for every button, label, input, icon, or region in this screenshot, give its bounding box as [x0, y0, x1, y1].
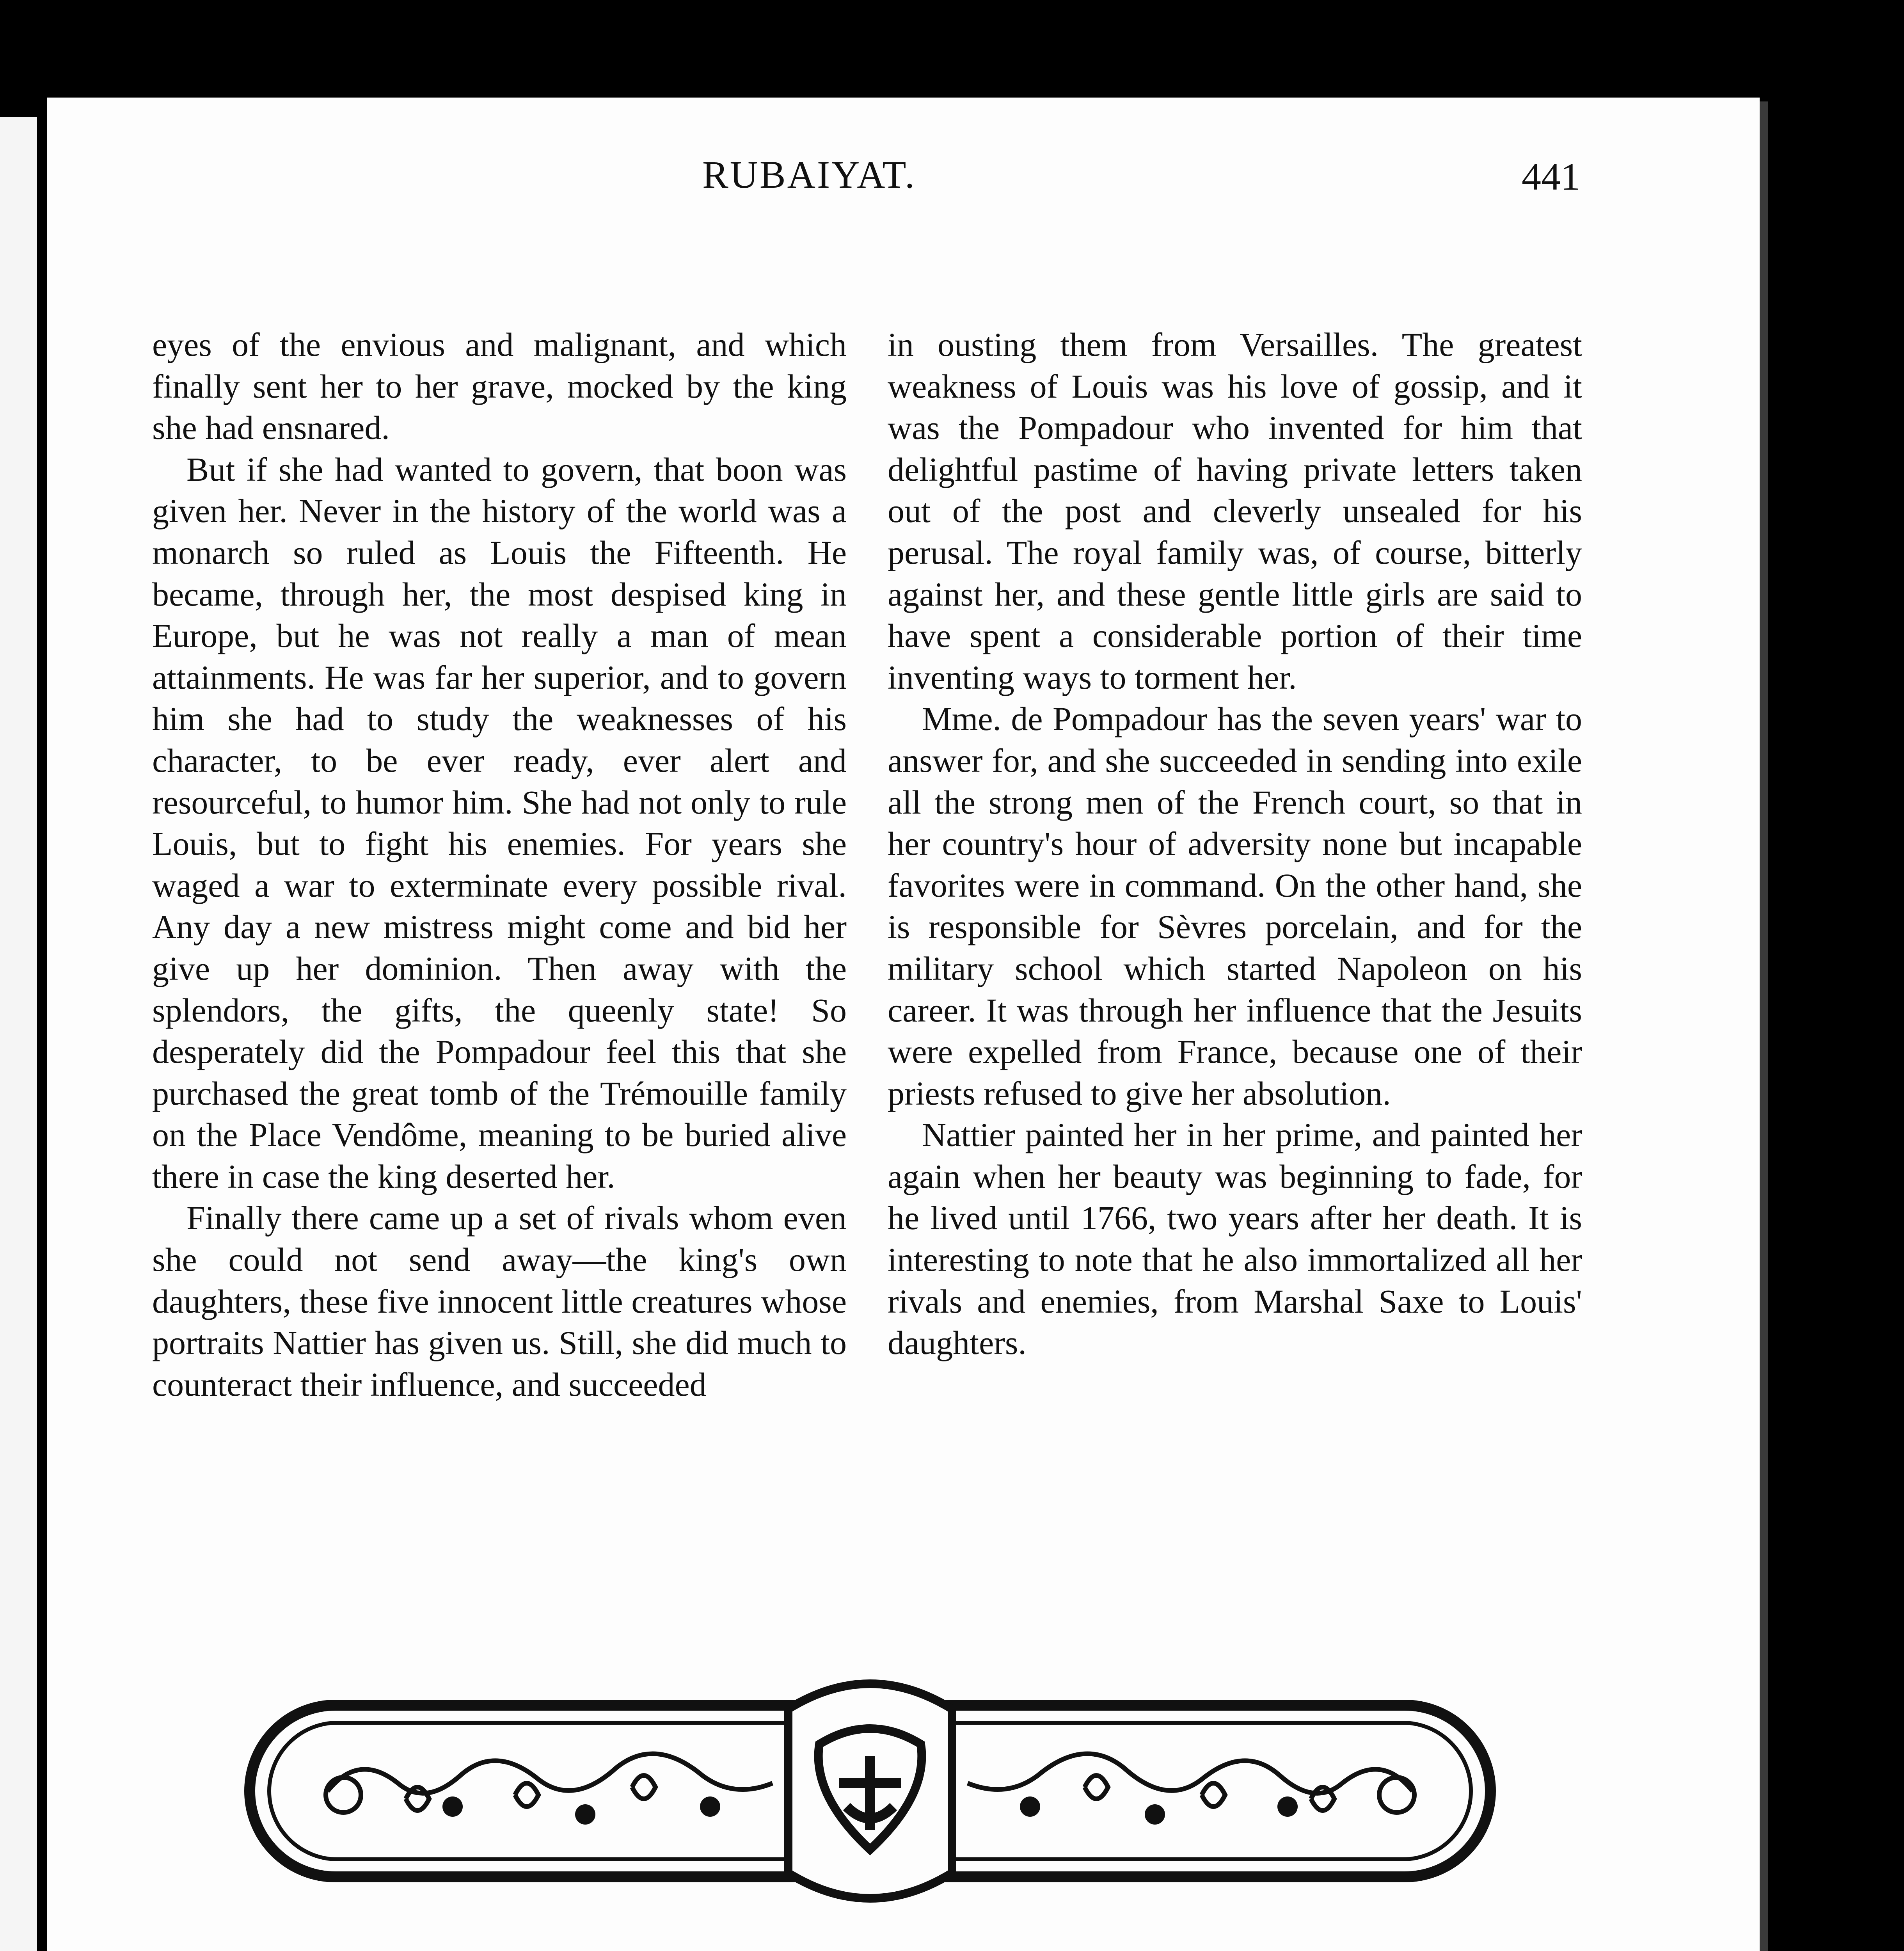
right-column	[888, 324, 1582, 1364]
paragraph: in ousting them from Versailles. The greatest weakness of Louis was his love of gossip, and it was the Pompadour who invented for him that delightful pastime of having private letters taken out of the post and cleverly unsealed for his perusal. The royal family was, of course, bitterly against her, and these gentle little girls are said to have spent a considerable portion of their time inventing ways to torment her.	[888, 326, 1582, 696]
facing-page-edge	[0, 117, 37, 1951]
paragraph: eyes of the envious and malignant, and which finally sent her to her grave, mocked by the king she had ensnared.	[152, 326, 847, 447]
paragraph: Mme. de Pompadour has the seven years' war to answer for, and she succeeded in sending into exile all the strong men of the French court, so that in her country's hour of adversity none but incapable favorites were in command. On the other hand, she is responsible for Sèvres porcelain, and for the military school which started Napoleon on his career. It was through her influence that the Jesuits were expelled from France, because one of their priests refused to give her absolution.	[888, 700, 1582, 1112]
paragraph: Nattier painted her in her prime, and painted her again when her beauty was beginning to fade, for he lived until 1766, two years after her death. It is interesting to note that he also immortalized all her rivals and enemies, from Marshal Saxe to Louis' daughters.	[888, 1116, 1582, 1362]
left-column	[152, 324, 847, 1405]
running-header: RUBAIYAT.	[702, 153, 916, 196]
decorative-ornament	[242, 1666, 1498, 1916]
paragraph: But if she had wanted to govern, that boon was given her. Never in the history of the world was a monarch so ruled as Louis the Fifteenth. He became, through her, the most despised king in Europe, but he was not really a man of mean attainments. He was far her superior, and to govern him she had to study the weaknesses of his character, to be ever ready, ever alert and resourceful, to humor him. She had not only to rule Louis, but to fight his enemies. For years she waged a war to exterminate every possible rival. Any day a new mistress might come and bid her give up her dominion. Then away with the splendors, the gifts, the queenly state! So desperately did the Pompadour feel this that she purchased the great tomb of the Trémouille family on the Place Vendôme, meaning to be buried alive there in case the king deserted her.	[152, 450, 847, 1195]
page-number: 441	[1522, 155, 1580, 198]
paragraph: Finally there came up a set of rivals whom even she could not send away—the king's own daughters, these five innocent little creatures whose portraits Nattier has given us. Still, she did much to counteract their influence, and succeeded	[152, 1199, 847, 1403]
page-edge-shadow	[1760, 101, 1768, 1951]
